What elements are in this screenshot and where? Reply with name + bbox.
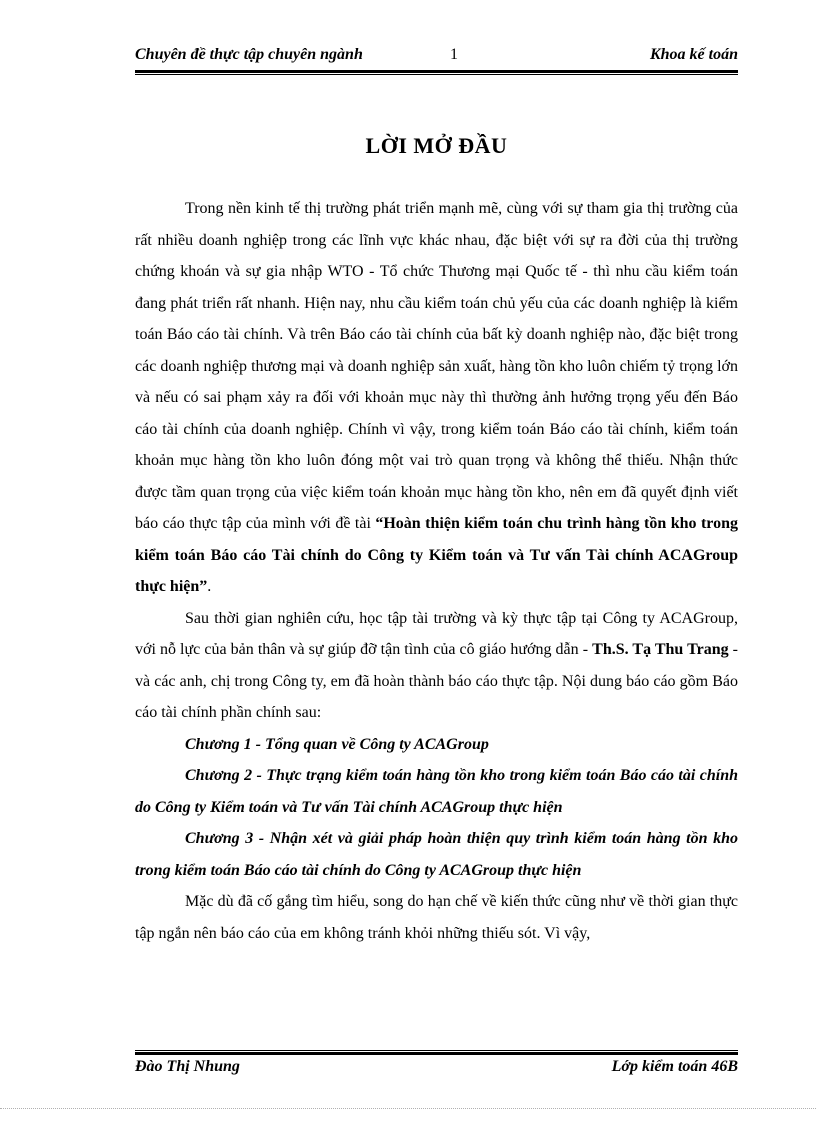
header-right-text: Khoa kế toán [649, 46, 738, 63]
page-break-line [0, 1108, 816, 1109]
chapter-2-line: Chương 2 - Thực trạng kiểm toán hàng tồn kho trong kiểm toán Báo cáo tài chính do Công ty Kiểm toán và Tư vấn Tài chính ACAGroup thực hiện [135, 767, 738, 816]
paragraph-ack-text-a: Sau thời gian nghiên cứu, học tập tài trường và kỳ thực tập tại Công ty ACAGroup, với nỗ lực của bản thân và sự giúp đỡ tận tình của cô giáo hướng dẫn - [135, 609, 738, 658]
page-header [135, 46, 738, 68]
thesis-title: “Hoàn thiện kiểm toán chu trình hàng tồn kho trong kiểm toán Báo cáo Tài chính do Công ty Kiểm toán và Tư vấn Tài chính ACAGroup thực hiện” [135, 515, 738, 595]
advisor-name: Th.S. Tạ Thu Trang [592, 641, 729, 658]
paragraph-intro [135, 193, 738, 603]
paragraph-intro-text: Trong nền kinh tế thị trường phát triển mạnh mẽ, cùng với sự tham gia thị trường của rất nhiều doanh nghiệp trong các lĩnh vực khác nhau, đặc biệt với sự ra đời của thị trường chứng khoán và sự gia nhập WTO - Tổ chức Thương mại Quốc tế - thì nhu cầu kiểm toán đang phát triển rất nhanh. Hiện nay, nhu cầu kiểm toán chủ yếu của các doanh nghiệp là kiểm toán Báo cáo tài chính. Và trên Báo cáo tài chính của bất kỳ doanh nghiệp nào, đặc biệt trong các doanh nghiệp thương mại và doanh nghiệp sản xuất, hàng tồn kho luôn chiếm tỷ trọng lớn và nếu có sai phạm xảy ra đối với khoản mục này thì thường ảnh hưởng trọng yếu đến Báo cáo tài chính của doanh nghiệp. Chính vì vậy, trong kiểm toán Báo cáo tài chính, kiểm toán khoản mục hàng tồn kho luôn đóng một vai trò quan trọng và không thể thiếu. Nhận thức được tầm quan trọng của việc kiểm toán khoản mục hàng tồn kho, nên em đã quyết định viết báo cáo thực tập của mình với đề tài [135, 200, 738, 532]
footer-class: Lớp kiểm toán 46B [611, 1058, 738, 1075]
header-page-number: 1 [450, 46, 458, 63]
chapter-3-line: Chương 3 - Nhận xét và giải pháp hoàn thiện quy trình kiểm toán hàng tồn kho trong kiểm toán Báo cáo tài chính do Công ty ACAGroup thực hiện [135, 830, 738, 879]
body-text [135, 193, 738, 949]
paragraph-closing: Mặc dù đã cố gắng tìm hiểu, song do hạn chế về kiến thức cũng như về thời gian thực tập ngắn nên báo cáo của em không tránh khỏi những thiếu sót. Vì vậy, [135, 893, 738, 942]
header-rule [135, 70, 738, 75]
chapter-1-line: Chương 1 - Tổng quan về Công ty ACAGroup [185, 735, 489, 753]
paragraph-intro-end: . [207, 578, 212, 595]
footer-rule [135, 1050, 738, 1055]
paragraph-acknowledgement [135, 603, 738, 729]
paragraph-ack-text-b: - và các anh, chị trong Công ty, em đã hoàn thành báo cáo thực tập. Nội dung báo cáo gồm Báo cáo tài chính phần chính sau: [135, 641, 739, 721]
footer-author: Đào Thị Nhung [135, 1058, 240, 1075]
header-left-text: Chuyên đề thực tập chuyên ngành [135, 46, 363, 63]
page-title: LỜI MỞ ĐẦU [365, 133, 508, 158]
